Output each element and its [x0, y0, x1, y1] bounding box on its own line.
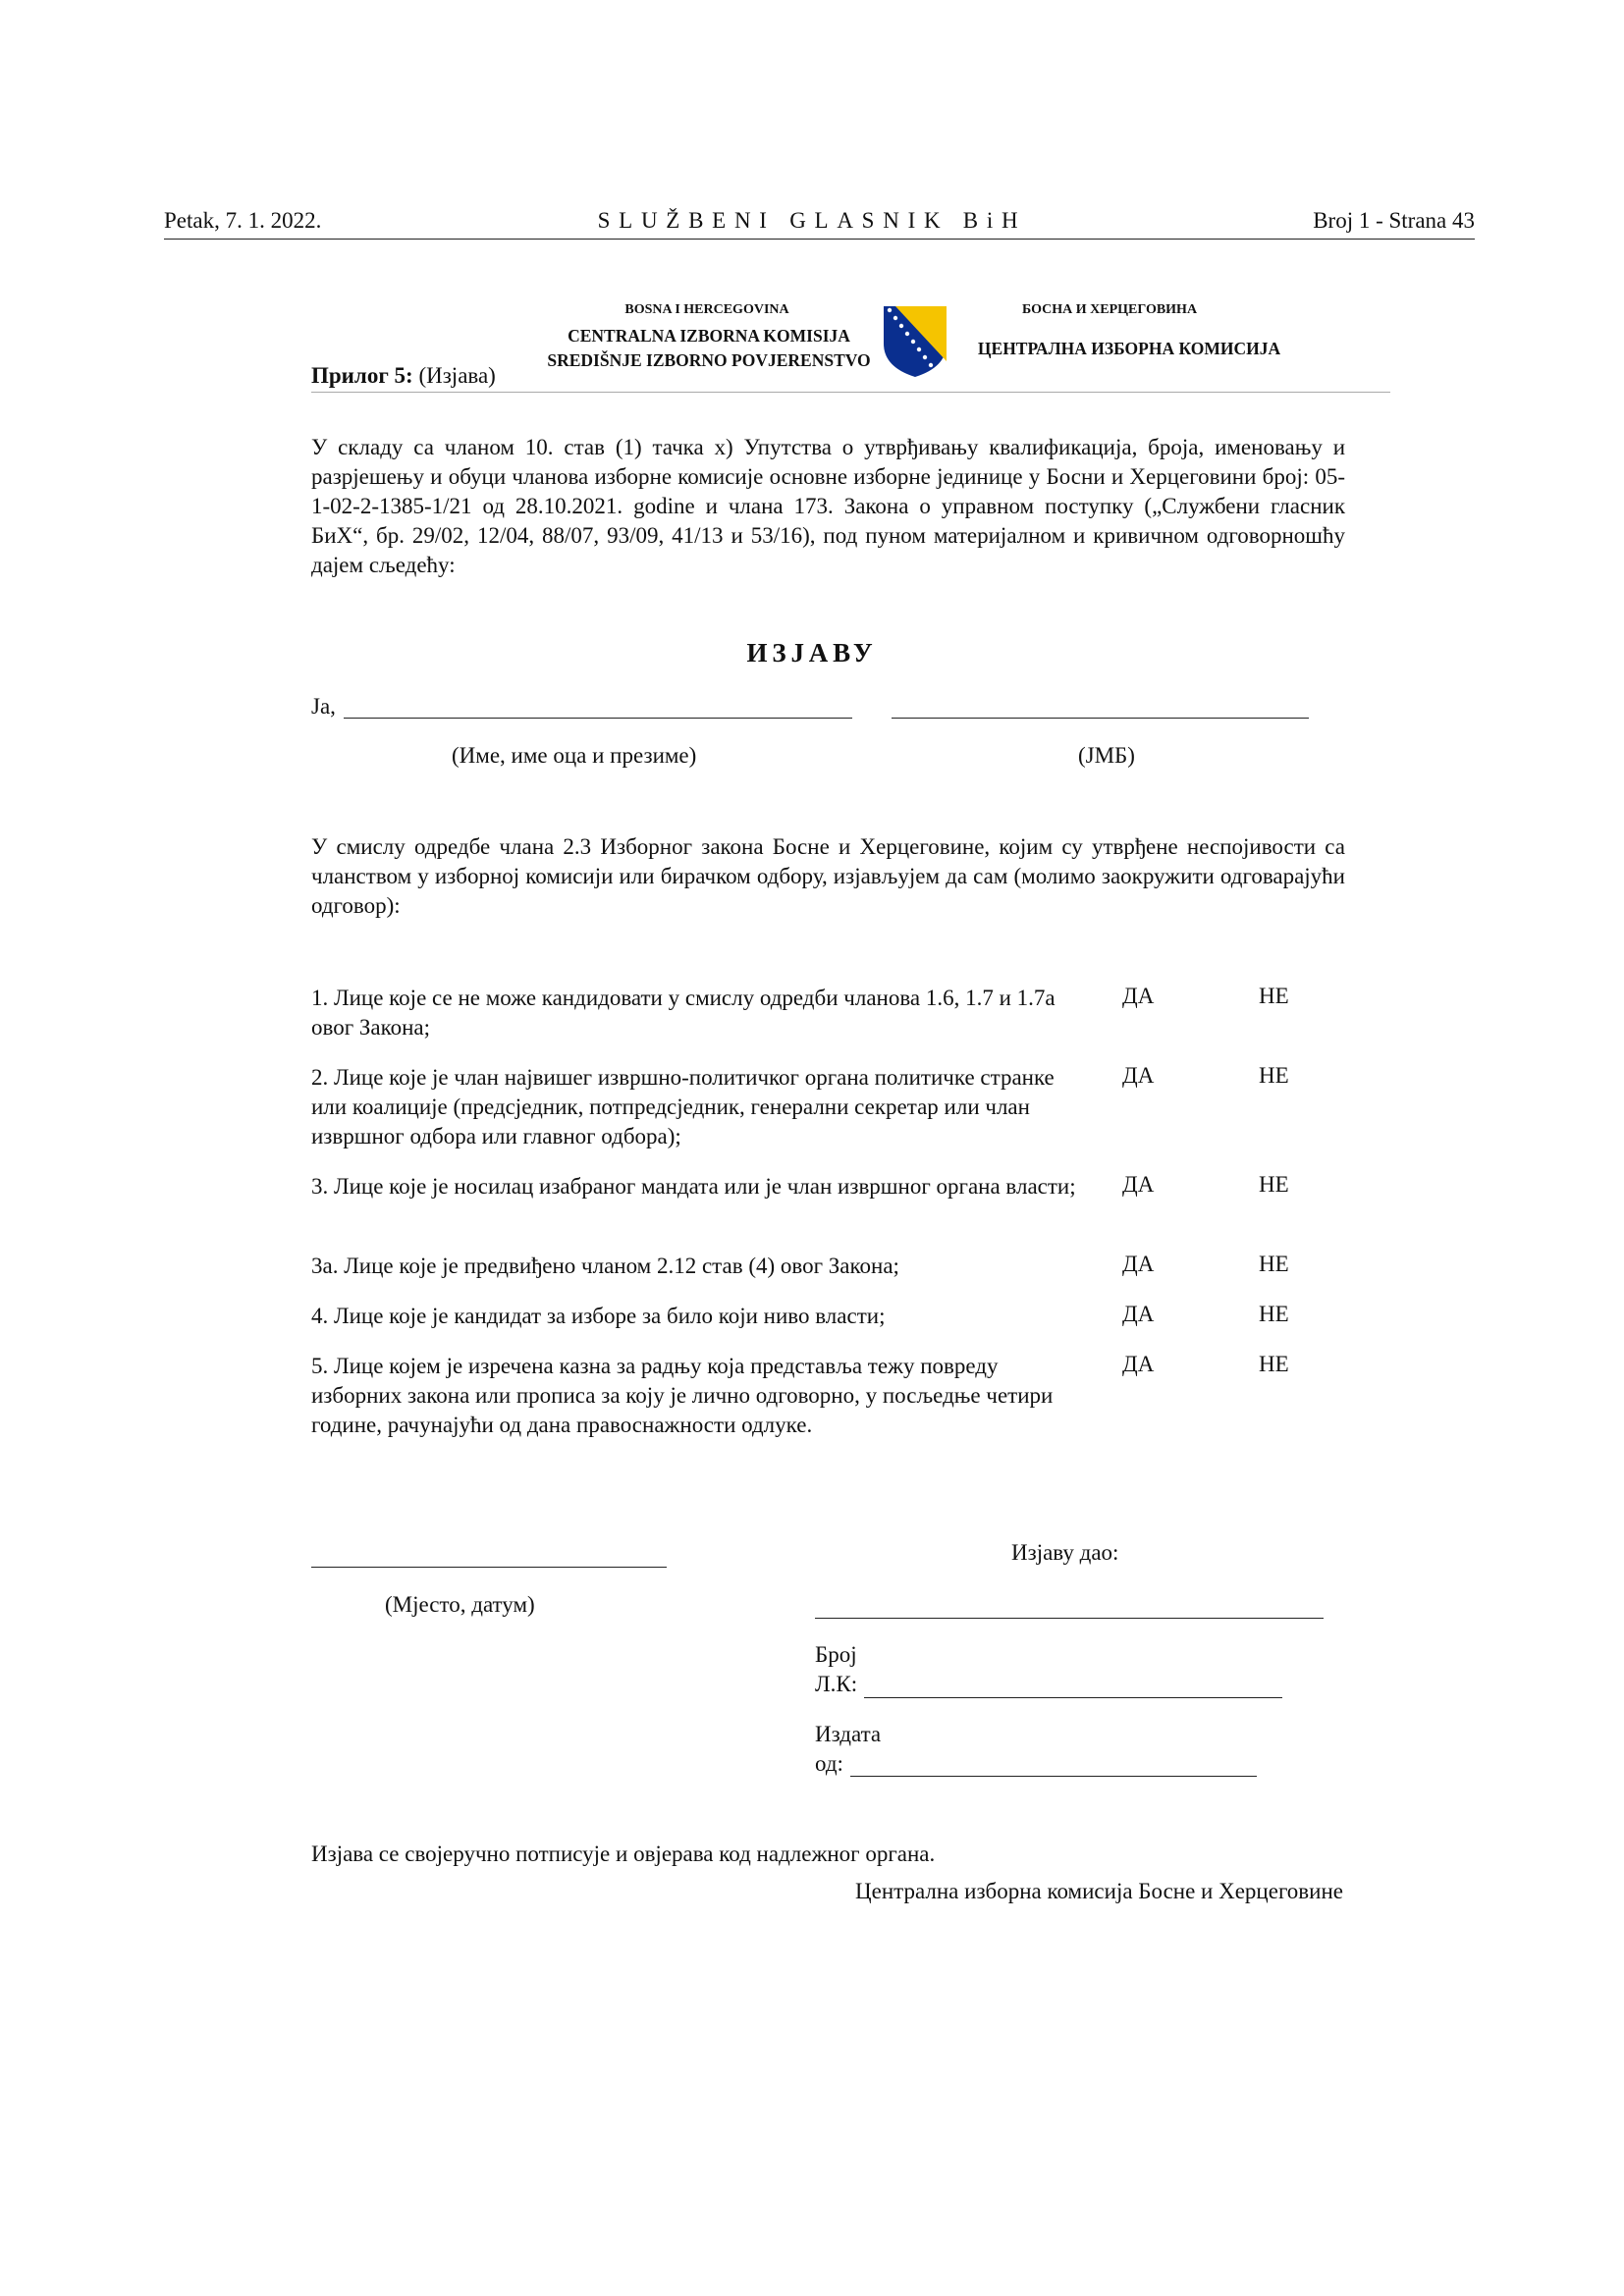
item-1-yes[interactable]: ДА [1122, 984, 1155, 1008]
item-5-yes[interactable]: ДА [1122, 1352, 1155, 1376]
item-3-yes[interactable]: ДА [1122, 1172, 1155, 1197]
ja-label: Ја, [311, 694, 336, 719]
logo-right-line2: ЦЕНТРАЛНА ИЗБОРНА КОМИСИЈА [977, 339, 1281, 358]
issuer-signature: Централна изборна комисија Босне и Херцеговине [855, 1879, 1343, 1903]
header-date: Petak, 7. 1. 2022. [164, 208, 322, 233]
item-5-text: 5. Лице којем је изречена казна за радњу која представља тежу повреду изборних закона или прописа за коју је лично одговорно, у посљедње четири године, рачунајући од дана правоснажности одлуке. [311, 1354, 1054, 1437]
item-3a-text: 3а. Лице које је предвиђено чланом 2.12 став (4) овог Закона; [311, 1254, 899, 1278]
header-page: Broj 1 - Strana 43 [1313, 208, 1475, 233]
item-2-text: 2. Лице које је члан највишег извршно-политичког органа политичке странке или коалиције (предсједник, потпредсједник, генерални секретар или члан извршног одбора или главног одбора); [311, 1065, 1055, 1148]
id-card-line[interactable] [864, 1697, 1282, 1698]
id-card-line2: Л.К: [815, 1672, 858, 1696]
annex-number: Прилог 5: [311, 363, 413, 388]
item-4-no[interactable]: НЕ [1259, 1302, 1289, 1326]
item-3-no[interactable]: НЕ [1259, 1172, 1289, 1197]
item-1-no[interactable]: НЕ [1259, 984, 1289, 1008]
jmb-line[interactable] [892, 718, 1309, 719]
annex-label [311, 363, 496, 389]
item-2-yes[interactable]: ДА [1122, 1063, 1155, 1088]
bih-coat-of-arms-icon [882, 304, 948, 379]
annex-sub: (Изјава) [418, 363, 496, 388]
logo-left-line1: BOSNA I HERCEGOVINA [624, 302, 789, 317]
logo-right-line1: БОСНА И ХЕРЦЕГОВИНА [1021, 302, 1198, 317]
logo-left-line3: SREDIŠNJE IZBORNO POVJERENSTVO [547, 350, 871, 370]
item-3-text: 3. Лице које је носилац изабраног мандата или је члан извршног органа власти; [311, 1174, 1076, 1199]
logo-left-line2: CENTRALNA IZBORNA KOMISIJA [568, 326, 850, 346]
issued-line1: Издата [815, 1722, 882, 1746]
item-4-text: 4. Лице које је кандидат за изборе за било који ниво власти; [311, 1304, 886, 1328]
issued-line[interactable] [850, 1776, 1257, 1777]
name-line[interactable] [344, 718, 852, 719]
document-title: ИЗЈАВУ [746, 638, 878, 667]
intro-paragraph: У складу са чланом 10. став (1) тачка х) Упутства о утврђивању квалификација, броја, именовању и разрјешењу и обуци чланова изборне комисије основне изборне јединице у Босни и Херцеговини број: 05-1-02-2-1385-1/21 од 28.10.2021. godine и члана 173. Закона о управном поступку („Службени гласник БиХ“, бр. 29/02, 12/04, 88/07, 93/09, 41/13 и 53/16), под пуном материјалном и кривичном одговорношћу дајем сљедећу: [311, 435, 1345, 577]
header-rule [164, 239, 1475, 240]
item-4-yes[interactable]: ДА [1122, 1302, 1155, 1326]
item-5-no[interactable]: НЕ [1259, 1352, 1289, 1376]
item-3a-yes[interactable]: ДА [1122, 1252, 1155, 1276]
clause-paragraph: У смислу одредбе члана 2.3 Изборног закона Босне и Херцеговине, којим су утврђене неспојивости са чланством у изборној комисији или бирачком одбору, изјављујем да сам (молимо заокружити одговарајући одговор): [311, 834, 1345, 918]
header-publication: SLUŽBENI GLASNIK BiH [597, 208, 1027, 233]
item-2-no[interactable]: НЕ [1259, 1063, 1289, 1088]
signature-line[interactable] [815, 1618, 1324, 1619]
id-card-line1: Број [815, 1642, 857, 1667]
jmb-caption: (ЈМБ) [1078, 743, 1135, 768]
footer-note: Изјава се својеручно потписује и овјерава код надлежног органа. [311, 1842, 936, 1866]
place-date-line[interactable] [311, 1567, 667, 1568]
id-card-label [815, 1640, 857, 1699]
item-1-text: 1. Лице које се не може кандидовати у смислу одредби чланова 1.6, 1.7 и 1.7а овог Закона; [311, 986, 1056, 1040]
name-caption: (Име, име оца и презиме) [452, 743, 697, 768]
place-date-caption: (Мјесто, датум) [385, 1592, 535, 1617]
item-3a-no[interactable]: НЕ [1259, 1252, 1289, 1276]
annex-rule [311, 392, 1390, 393]
issued-line2: од: [815, 1751, 843, 1776]
given-by-label: Изјаву дао: [1011, 1540, 1119, 1565]
issued-label [815, 1720, 881, 1779]
